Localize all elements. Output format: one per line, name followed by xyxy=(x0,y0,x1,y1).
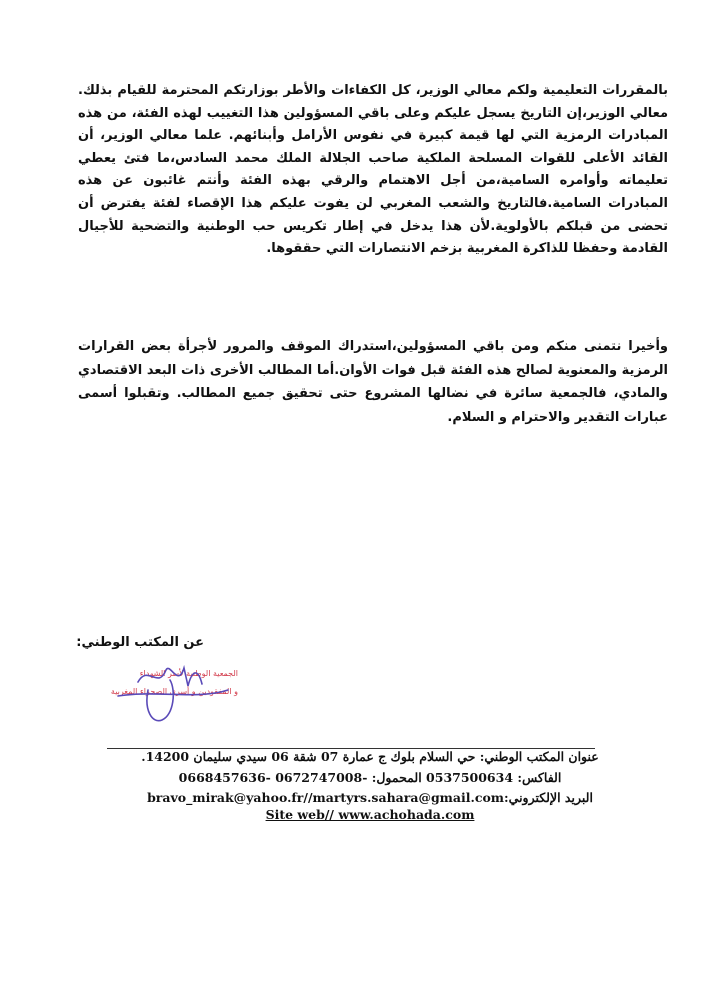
stamp-line-2: و المفقودين و أسرى الصحراء المغربية xyxy=(110,687,238,696)
paragraph-1-text: بالمقررات التعليمية ولكم معالي الوزير، كل الكفاءات والأطر بوزارتكم المحترمة للقيام بذلك. معالي الوزير،إن التاريخ يسجل عليكم وعلى باقي المسؤولين هذا التغييب لهذه الفئة، من هذه المبادرات الرمزية التي لها قيمة كبيرة في نفوس الأرامل وأبنائهم. علما معالي الوزير، أن القائد الأعلى للقوات المسلحة الملكية صاحب الجلالة الملك محمد السادس،ما فتئ يعطي تعليماته وأوامره السامية،من أجل الاهتمام والرقي بهذه الفئة وأنتم غائبون عن هذه المبادرات السامية.فالتاريخ والشعب المغربي لن يفوت عليكم هذا الإقصاء لفئة يفترض أن تحضى من قبلكم بالأولوية.لأن هذا يدخل في إطار تكريس حب الوطنية والتضحية للأجيال القادمة وحفظا للذاكرة المغربية بزخم الانتصارات التي حققوها. xyxy=(78,83,668,257)
footer-email: البريد الإلكتروني:bravo_mirak@yahoo.fr//martyrs.sahara@gmail.com xyxy=(147,790,593,805)
footer-website-link[interactable]: Site web// www.achohada.com xyxy=(265,807,475,822)
footer-address: عنوان المكتب الوطني: حي السلام بلوك ج عمارة 07 شقة 06 سيدي سليمان 14200. xyxy=(141,749,599,764)
signoff-label: عن المكتب الوطني: xyxy=(76,635,204,650)
letter-paragraph-1 xyxy=(78,80,668,261)
footer-phones: الفاكس: 0537500634 المحمول: -0672747008 -0668457636 xyxy=(178,770,562,785)
stamp-line-1: الجمعية الوطنية لأسر الشهداء xyxy=(139,669,238,678)
letter-paragraph-2 xyxy=(78,335,668,429)
paragraph-2-text: وأخيرا نتمنى منكم ومن باقي المسؤولين،استدراك الموقف والمرور لأجرأة بعض القرارات الرمزية والمعنوية لصالح هذه الفئة قبل فوات الأوان.أما المطالب الأخرى ذات البعد الاقتصادي والمادي، فالجمعية سائرة في نضالها المشروع حتى تحقيق جميع المطالب. وتقبلوا أسمى عبارات التقدير والاحترام و السلام. xyxy=(78,339,668,425)
signature-stamp xyxy=(78,660,240,728)
